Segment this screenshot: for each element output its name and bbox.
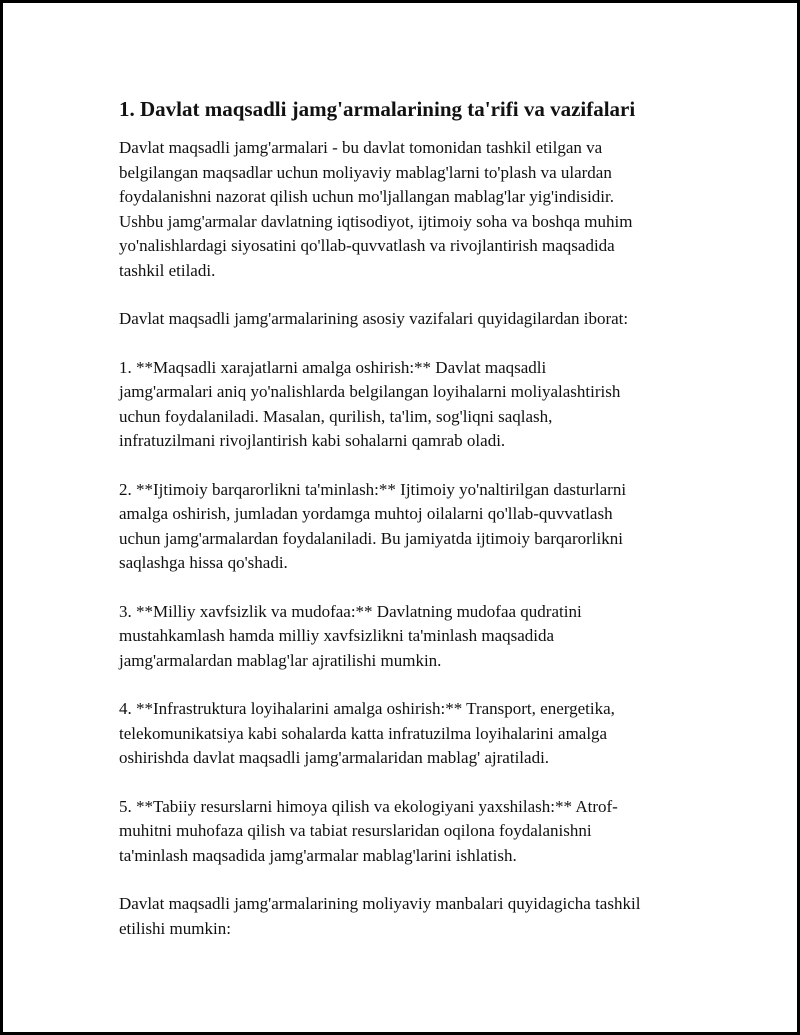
text-line: Ushbu jamg'armalar davlatning iqtisodiyot, ijtimoiy soha va boshqa muhim [119,211,633,231]
paragraph-item-5 [119,795,757,869]
text-line: amalga oshirish, jumladan yordamga muhtoj oilalarni qo'llab-quvvatlash [119,504,613,523]
text-line: telekomunikatsiya kabi sohalarda katta infratuzilma loyihalarini amalga [119,723,608,743]
text-line: mustahkamlash hamda milliy xavfsizlikni ta'minlash maqsadida [119,626,555,645]
text-line: yo'nalishlardagi siyosatini qo'llab-quvvatlash va rivojlantirish maqsadida [119,236,615,255]
paragraph-item-2 [119,478,757,576]
text-line: 5. **Tabiiy resurslarni himoya qilish va ekologiyani yaxshilash:** Atrof- [119,796,618,816]
text-line: foydalanishni nazorat qilish uchun mo'ljallangan mablag'lar yig'indisidir. [119,187,615,206]
paragraph-intro-tasks [119,307,757,332]
text-line: 3. **Milliy xavfsizlik va mudofaa:** Davlatning mudofaa qudratini [119,601,582,621]
text-line: Davlat maqsadli jamg'armalarining moliyaviy manbalari quyidagicha tashkil [119,894,641,913]
text-line: uchun jamg'armalardan foydalaniladi. Bu jamiyatda ijtimoiy barqarorlikni [119,528,623,548]
text-line: Davlat maqsadli jamg'armalarining asosiy vazifalari quyidagilardan iborat: [119,309,629,328]
text-line: jamg'armalari aniq yo'nalishlarda belgilangan loyihalarni moliyalashtirish [119,382,621,401]
text-line: tashkil etiladi. [119,260,216,280]
paragraph-item-4 [119,697,757,771]
paragraph-item-3 [119,600,757,674]
text-line: saqlashga hissa qo'shadi. [119,553,288,572]
text-line: etilishi mumkin: [119,918,231,938]
text-line: uchun foydalaniladi. Masalan, qurilish, ta'lim, sog'liqni saqlash, [119,406,553,426]
paragraph-definition [119,136,757,283]
text-line: ta'minlash maqsadida jamg'armalar mablag'larini ishlatish. [119,845,517,865]
text-line: Davlat maqsadli jamg'armalari - bu davlat tomonidan tashkil etilgan va [119,138,603,157]
section-heading: 1. Davlat maqsadli jamg'armalarining ta'rifi va vazifalari [119,97,636,121]
text-line: oshirishda davlat maqsadli jamg'armalaridan mablag' ajratiladi. [119,748,550,767]
paragraph-item-1 [119,356,757,454]
text-line: 2. **Ijtimoiy barqarorlikni ta'minlash:** Ijtimoiy yo'naltirilgan dasturlarni [119,479,627,499]
text-line: infratuzilmani rivojlantirish kabi sohalarni qamrab oladi. [119,431,506,450]
text-line: belgilangan maqsadlar uchun moliyaviy mablag'larni to'plash va ulardan [119,162,612,182]
text-line: 1. **Maqsadli xarajatlarni amalga oshirish:** Davlat maqsadli [119,357,547,377]
text-line: muhitni muhofaza qilish va tabiat resurslaridan oqilona foydalanishni [119,821,592,840]
text-line: jamg'armalardan mablag'lar ajratilishi mumkin. [119,650,442,670]
text-line: 4. **Infrastruktura loyihalarini amalga oshirish:** Transport, energetika, [119,699,615,718]
paragraph-funding-sources [119,892,757,941]
